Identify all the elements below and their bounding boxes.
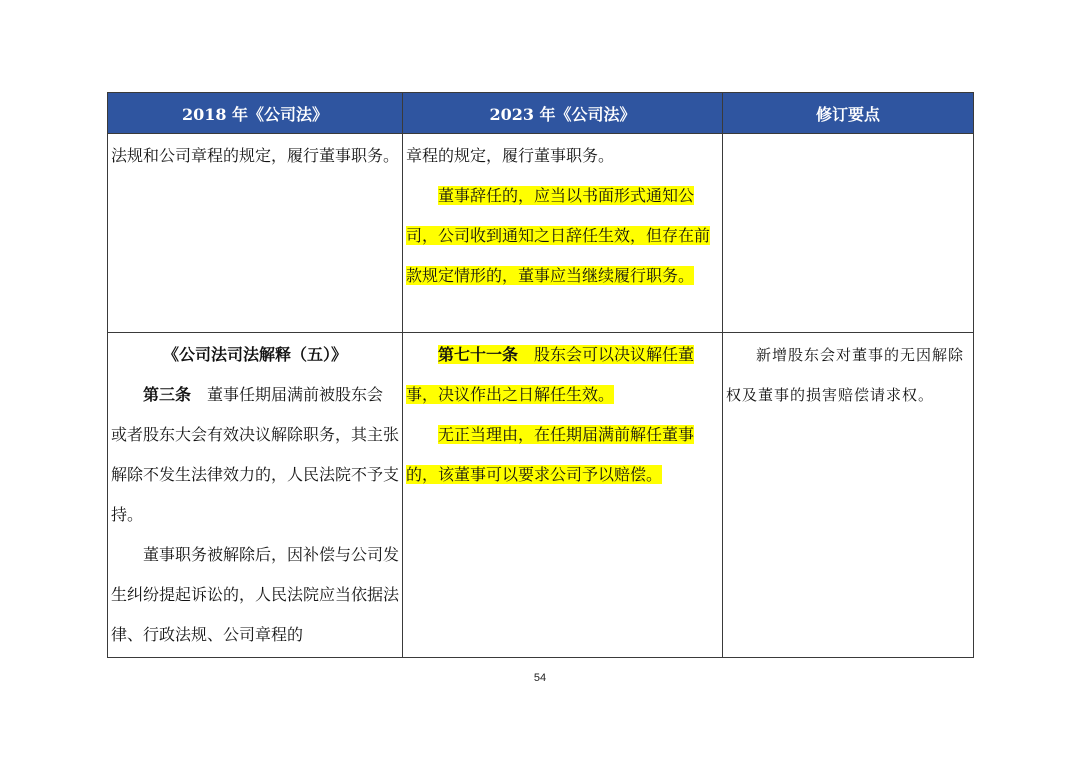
cell-2018-text xyxy=(108,134,403,333)
interpretation-title: 《公司法司法解释（五）》 xyxy=(162,345,347,364)
law-comparison-table xyxy=(107,92,974,658)
cell-revision-empty xyxy=(723,134,974,333)
highlighted-text xyxy=(406,345,694,404)
highlighted-text: 无正当理由，在任期届满前解任董事的，该董事可以要求公司予以赔偿。 xyxy=(406,425,695,484)
header-revision-points: 修订要点 xyxy=(723,93,974,134)
table-row xyxy=(108,134,974,333)
paragraph-2023-continuation: 章程的规定，履行董事职务。 xyxy=(406,146,615,165)
paragraph-compensation: 董事职务被解除后，因补偿与公司发生纠纷提起诉讼的，人民法院应当依据法律、行政法规、公司章程的 xyxy=(111,545,400,644)
highlighted-text: 董事辞任的，应当以书面形式通知公司，公司收到通知之日辞任生效，但存在前款规定情形的，董事应当继续履行职务。 xyxy=(406,186,711,285)
table-row xyxy=(108,333,974,658)
article-text: 股东会可以决议解任董事，决议作出之日解任生效。 xyxy=(406,345,695,404)
paragraph-compensation-2023 xyxy=(406,415,719,495)
revision-note: 新增股东会对董事的无因解除权及董事的损害赔偿请求权。 xyxy=(726,346,965,404)
cell-revision-points xyxy=(723,333,974,658)
paragraph-2018-continuation: 法规和公司章程的规定，履行董事职务。 xyxy=(111,146,400,165)
article-text: 董事任期届满前被股东会或者股东大会有效决议解除职务，其主张解除不发生法律效力的，人民法院不予支持。 xyxy=(111,385,400,524)
header-2023-law: 2023 年《公司法》 xyxy=(403,93,723,134)
paragraph-article-3 xyxy=(111,375,399,535)
page-number: 54 xyxy=(533,672,547,684)
article-number: 第三条 xyxy=(143,385,192,404)
paragraph-2023-resignation xyxy=(406,176,719,296)
cell-2023-text xyxy=(403,134,723,333)
article-number: 第七十一条 xyxy=(438,345,519,364)
paragraph-article-71 xyxy=(406,335,719,415)
header-2018-law: 2018 年《公司法》 xyxy=(108,93,403,134)
table-header-row xyxy=(108,93,974,134)
cell-2018-interpretation xyxy=(108,333,403,658)
cell-2023-article-71 xyxy=(403,333,723,658)
